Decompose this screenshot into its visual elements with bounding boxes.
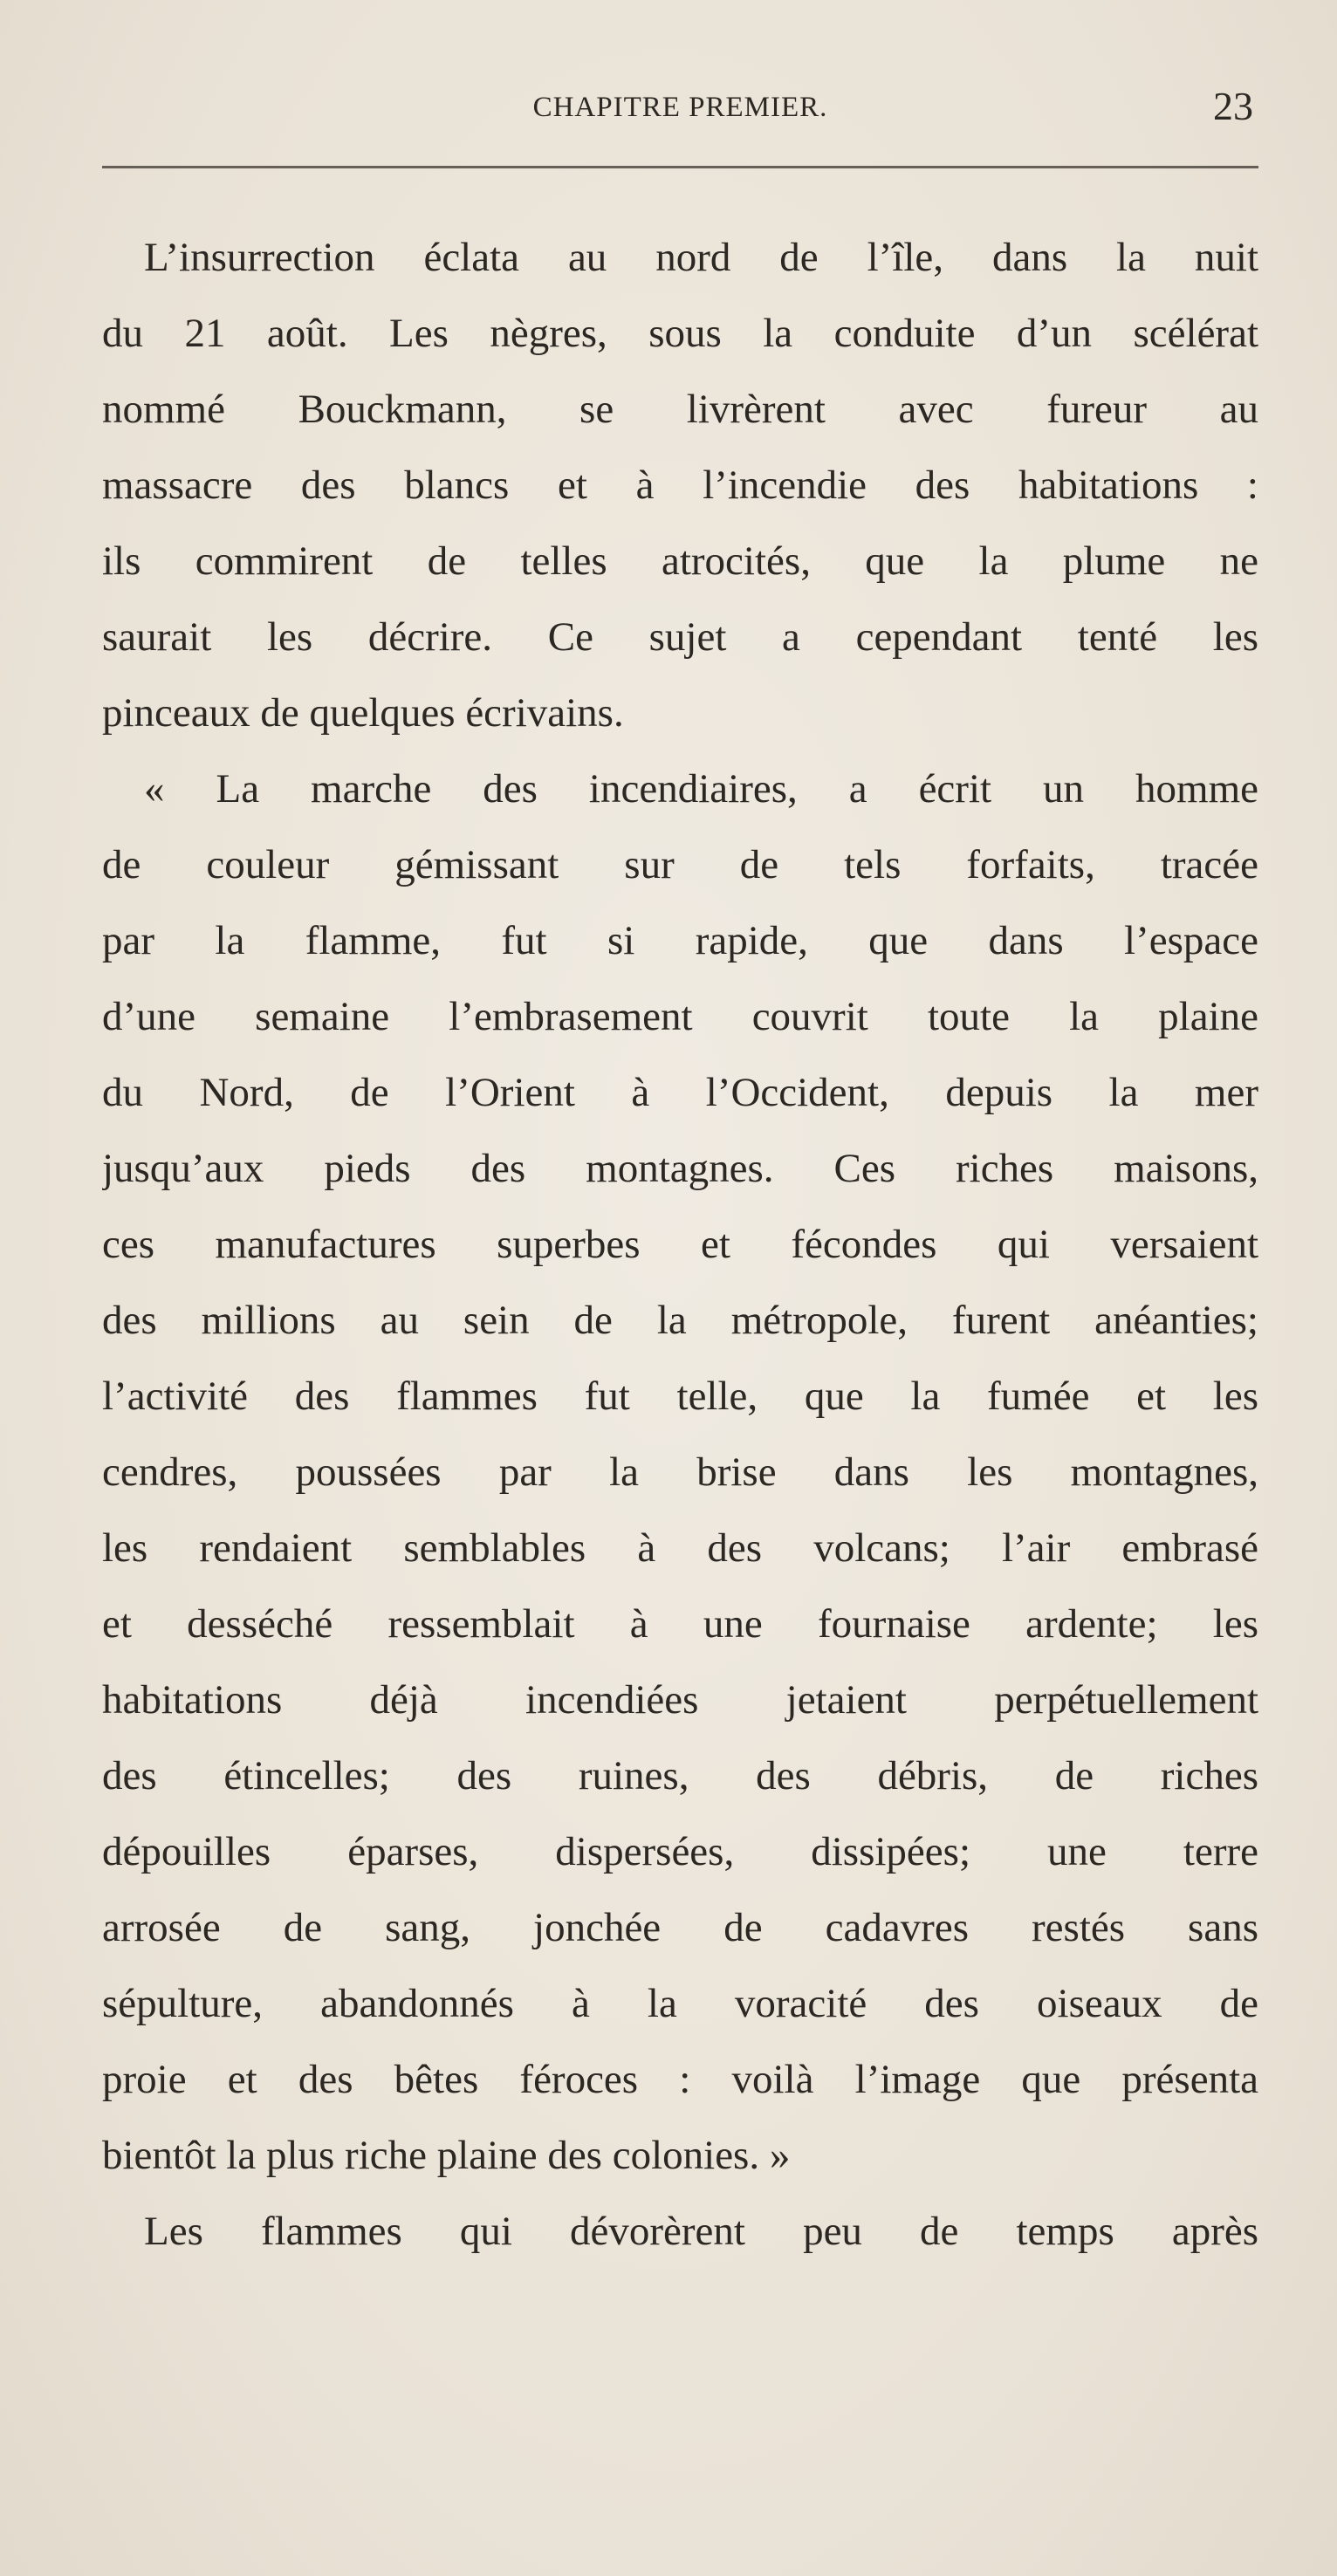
text-line: saurait les décrire. Ce sujet a cependant tenté les [102,614,1258,660]
text-line: dépouilles éparses, dispersées, dissipées; une terre [102,1829,1258,1874]
text-line: massacre des blancs et à l’incendie des habitations : [102,462,1258,508]
text-line: ces manufactures superbes et fécondes qui versaient [102,1222,1258,1267]
text-line: et desséché ressemblait à une fournaise ardente; les [102,1601,1258,1647]
text-line: de couleur gémissant sur de tels forfaits, tracée [102,842,1258,887]
text-line: sépulture, abandonnés à la voracité des oiseaux de [102,1981,1258,2026]
header-rule [102,166,1258,168]
text-line: L’insurrection éclata au nord de l’île, dans la nuit [144,235,1258,280]
text-line: les rendaient semblables à des volcans; l’air embrasé [102,1525,1258,1571]
text-line: d’une semaine l’embrasement couvrit toute la plaine [102,994,1258,1039]
text-line: du Nord, de l’Orient à l’Occident, depuis la mer [102,1070,1258,1115]
text-line: arrosée de sang, jonchée de cadavres restés sans [102,1905,1258,1950]
text-line: Les flammes qui dévorèrent peu de temps après [144,2209,1258,2254]
text-line: « La marche des incendiaires, a écrit un homme [144,766,1258,812]
body-text [102,220,1258,2270]
text-line: cendres, poussées par la brise dans les montagnes, [102,1449,1258,1495]
page-header [102,83,1258,135]
text-line: des étincelles; des ruines, des débris, de riches [102,1753,1258,1798]
text-line: l’activité des flammes fut telle, que la fumée et les [102,1374,1258,1419]
text-line: bientôt la plus riche plaine des colonies. » [102,2133,791,2178]
running-title: CHAPITRE PREMIER. [532,92,828,123]
text-line: pinceaux de quelques écrivains. [102,690,624,736]
text-line: des millions au sein de la métropole, furent anéanties; [102,1298,1258,1343]
text-line: ils commirent de telles atrocités, que la plume ne [102,538,1258,584]
page-number: 23 [1213,84,1253,128]
text-line: jusqu’aux pieds des montagnes. Ces riches maisons, [102,1146,1258,1191]
text-line: nommé Bouckmann, se livrèrent avec fureur au [102,387,1258,432]
text-line: du 21 août. Les nègres, sous la conduite d’un scélérat [102,311,1258,356]
text-line: par la flamme, fut si rapide, que dans l’espace [102,918,1258,963]
text-line: proie et des bêtes féroces : voilà l’image que présenta [102,2057,1258,2102]
text-line: habitations déjà incendiées jetaient perpétuellement [102,1677,1258,1723]
